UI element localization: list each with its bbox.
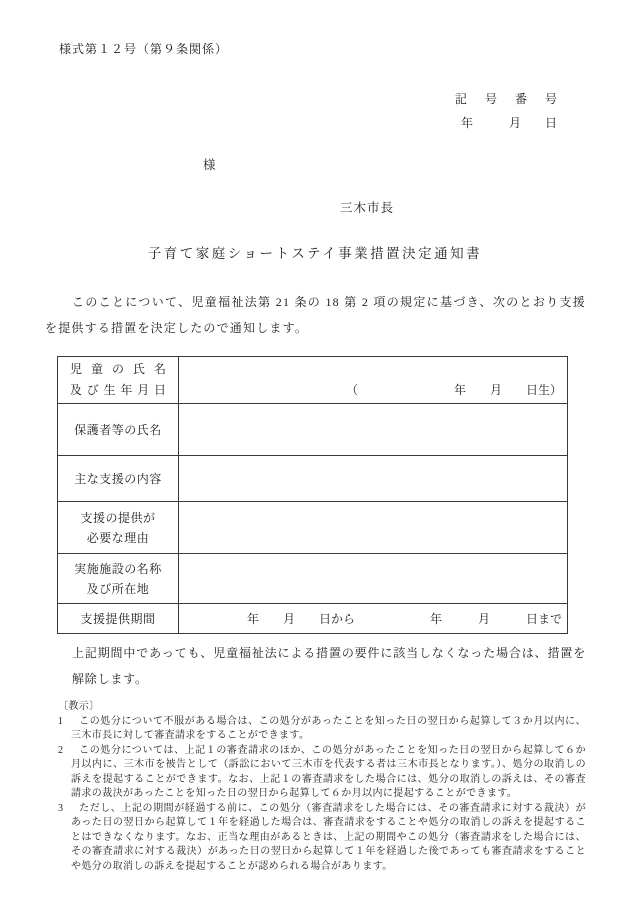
- notice-item-text: この処分については、上記１の審査請求のほか、この処分があったことを知った日の翌日から起算して６か月以内に、三木市を被告として（訴訟において三木市を代表する者は三木市長となります。）、処分の取消しの訴えを提起することができます。なお、上記１の審査請求をした場合には、処分の取消しの訴えは、その審査請求の裁決があったことを知った日の翌日から起算して６か月以内に提起することができます。: [71, 744, 586, 799]
- table-row-facility: [58, 554, 568, 604]
- table-row-guardian-name: [58, 404, 568, 456]
- row-label: [58, 502, 179, 554]
- row-label-line2: 必要な理由: [86, 530, 150, 545]
- notice-heading: 〔教示〕: [58, 701, 100, 712]
- notice-item-text: この処分について不服がある場合は、この処分があったことを知った日の翌日から起算して３か月以内に、三木市長に対して審査請求をすることができます。: [71, 715, 586, 741]
- row-label: 保護者等の氏名: [58, 404, 179, 456]
- notice-section: [58, 700, 586, 874]
- notice-item-number: 2: [58, 744, 64, 756]
- form-number: 様式第１２号（第９条関係）: [59, 42, 229, 56]
- cell-value: [179, 554, 568, 604]
- row-label-line2: 及び所在地: [86, 581, 150, 596]
- row-label-line1: 児童の氏名: [70, 362, 166, 376]
- row-label-line2: 及び生年月日: [70, 383, 166, 397]
- cell-value: [179, 456, 568, 502]
- row-label: [58, 554, 179, 604]
- row-label: 主な支援の内容: [58, 456, 179, 502]
- addressee-honorific: 様: [203, 158, 216, 172]
- table-row-support-period: [58, 604, 568, 634]
- table-row-child-name: [58, 357, 568, 404]
- sender-title: 三木市長: [340, 201, 395, 215]
- row-label: 支援提供期間: [58, 604, 179, 634]
- birthdate-placeholder: （ 年 月 日生）: [345, 383, 562, 397]
- reference-block: [454, 87, 560, 135]
- document-title: 子育て家庭ショートステイ事業措置決定通知書: [147, 246, 483, 261]
- notice-item: [58, 802, 586, 875]
- cell-value: [179, 357, 568, 404]
- cell-value: [179, 604, 568, 634]
- reference-number: 記 号 番 号: [454, 92, 560, 106]
- notice-item: [58, 744, 586, 802]
- notice-item-number: 3: [58, 802, 64, 814]
- notice-item: [58, 715, 586, 744]
- table-row-support-content: [58, 456, 568, 502]
- date-line: 年 月 日: [460, 116, 557, 130]
- notice-item-text: ただし、上記の期間が経過する前に、この処分（審査請求をした場合には、その審査請求に対する裁決）があった日の翌日から起算して１年を経過した場合は、審査請求をすることや処分の取消しの訴えを提起することはできなくなります。なお、正当な理由があるときは、上記の期間やこの処分（審査請求をした場合には、その審査請求に対する裁決）があった日の翌日から起算して１年を経過した後であっても審査請求をすることや処分の取消しの訴えを提起することが認められる場合があります。: [71, 802, 586, 872]
- table-row-reason: [58, 502, 568, 554]
- period-to: 年 月 日まで: [429, 612, 562, 626]
- period-from: 年 月 日から: [247, 612, 356, 626]
- closing-paragraph: 上記期間中であっても、児童福祉法による措置の要件に該当しなくなった場合は、措置を解除します。: [72, 646, 586, 686]
- body-paragraph: このことについて、児童福祉法第 21 条の 18 第 2 項の規定に基づき、次のとおり支援を提供する措置を決定したので通知します。: [45, 295, 586, 335]
- notice-item-number: 1: [58, 715, 64, 727]
- cell-value: [179, 404, 568, 456]
- details-table: [57, 356, 568, 634]
- child-name-blank: [179, 359, 567, 380]
- cell-value: [179, 502, 568, 554]
- row-label-line1: 実施施設の名称: [74, 561, 162, 576]
- row-label: [58, 357, 179, 404]
- row-label-line1: 支援の提供が: [80, 510, 156, 525]
